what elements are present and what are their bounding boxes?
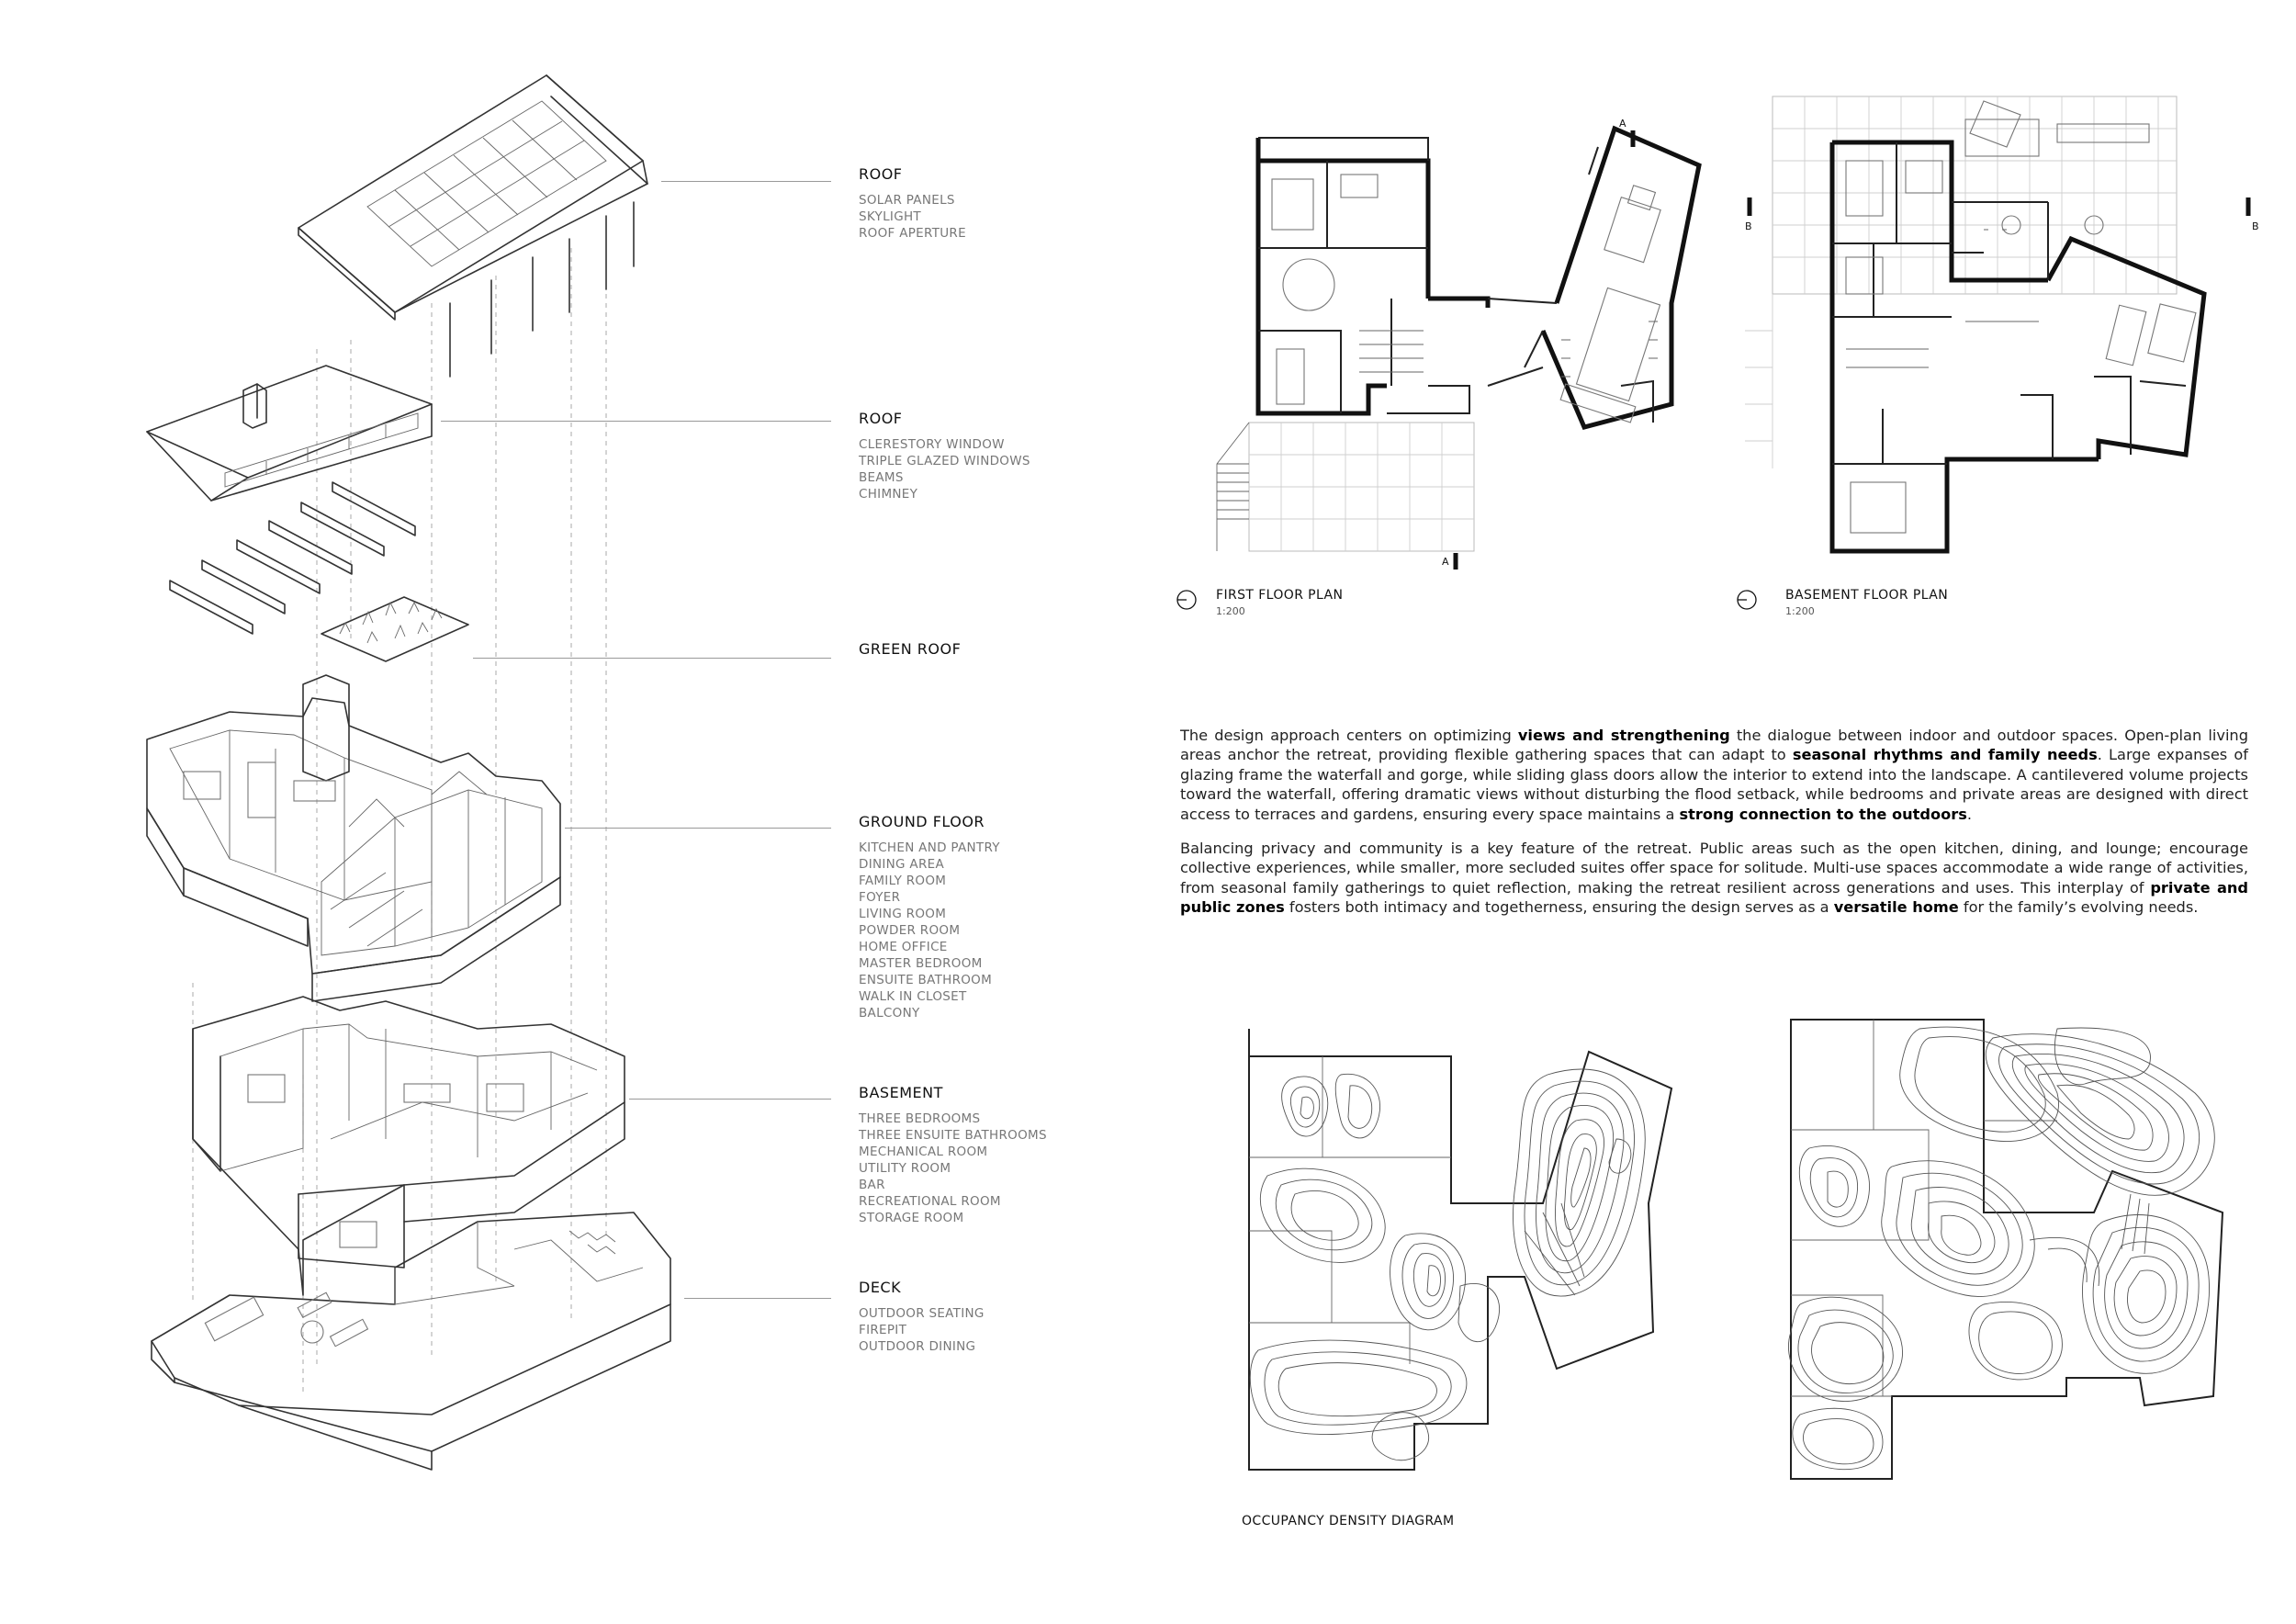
layer-roof-clerestory — [859, 410, 1097, 502]
layer-item: ROOF APERTURE — [859, 226, 966, 241]
layer-item: THREE BEDROOMS — [859, 1111, 981, 1126]
text-run: The design approach centers on optimizing — [1180, 727, 1518, 744]
layer-item: LIVING ROOM — [859, 907, 947, 921]
section-label: A — [1619, 118, 1626, 130]
plan-walls — [1832, 142, 2204, 551]
layer-item: KITCHEN AND PANTRY — [859, 840, 1000, 855]
layer-title: GREEN ROOF — [859, 640, 962, 658]
first-floor-plan-scale: 1:200 — [1216, 605, 1245, 617]
ground-floor-layer — [147, 675, 560, 1001]
layer-roof-solar — [859, 165, 1097, 242]
layer-item: THREE ENSUITE BATHROOMS — [859, 1128, 1047, 1143]
description-paragraph-2 — [1180, 839, 2248, 918]
north-arrow-icon — [1735, 588, 1759, 612]
emphasis-run: versatile home — [1833, 898, 1959, 917]
diagram-outline — [1791, 1020, 2223, 1479]
layer-item: CHIMNEY — [859, 487, 918, 502]
basement-floor-plan-title: BASEMENT FLOOR PLAN — [1785, 588, 1949, 603]
layer-item: SKYLIGHT — [859, 209, 921, 224]
layer-ground-floor — [859, 813, 1097, 1021]
layer-deck — [859, 1279, 1097, 1355]
first-floor-plan-title: FIRST FLOOR PLAN — [1216, 588, 1344, 603]
layer-item: RECREATIONAL ROOM — [859, 1194, 1001, 1209]
emphasis-run: views and strengthening — [1517, 727, 1730, 744]
leader-roof-2 — [441, 421, 831, 422]
text-run: the dialogue between indoor and outdoor spaces. Open-plan living areas anchor the retreat, providing flexible gathering spaces that can adapt to — [1180, 727, 2248, 764]
green-roof-layer — [321, 597, 468, 661]
layer-item: STORAGE ROOM — [859, 1211, 964, 1225]
basement-floor-plan-scale: 1:200 — [1785, 605, 1815, 617]
layer-title: ROOF — [859, 410, 903, 427]
layer-item: ENSUITE BATHROOM — [859, 973, 993, 987]
layer-item: BEAMS — [859, 470, 904, 485]
leader-deck — [684, 1298, 831, 1299]
leader-roof-1 — [661, 181, 831, 182]
leader-green-roof — [473, 658, 831, 659]
layer-basement — [859, 1084, 1097, 1226]
emphasis-run: private and public zones — [1180, 878, 2248, 917]
layer-item: MECHANICAL ROOM — [859, 1145, 988, 1159]
layer-green-roof — [859, 640, 1097, 667]
layer-item: MASTER BEDROOM — [859, 956, 983, 971]
layer-item: TRIPLE GLAZED WINDOWS — [859, 454, 1030, 468]
layer-title: DECK — [859, 1279, 902, 1296]
text-run: for the family’s evolving needs. — [1958, 898, 2199, 917]
layer-item: BAR — [859, 1178, 885, 1192]
layer-item: OUTDOOR DINING — [859, 1339, 976, 1354]
layer-item: SOLAR PANELS — [859, 193, 955, 208]
layer-item: UTILITY ROOM — [859, 1161, 951, 1176]
layer-item: DINING AREA — [859, 857, 944, 872]
emphasis-run: strong connection to the outdoors — [1679, 805, 1967, 823]
layer-item: WALK IN CLOSET — [859, 989, 967, 1004]
layer-item: FAMILY ROOM — [859, 874, 947, 888]
density-contours — [1788, 1027, 2214, 1470]
roof-clerestory-layer — [147, 366, 432, 501]
occupancy-diagram-first-floor — [1212, 1020, 1727, 1488]
leader-ground-floor — [565, 828, 831, 829]
density-contours — [1250, 1069, 1645, 1460]
text-run: . — [1966, 805, 1973, 823]
first-floor-plan — [1194, 110, 1708, 579]
layer-title: BASEMENT — [859, 1084, 943, 1101]
beams-layer — [170, 482, 415, 634]
occupancy-diagram-caption: OCCUPANCY DENSITY DIAGRAM — [1242, 1514, 1455, 1528]
layer-item: BALCONY — [859, 1006, 920, 1021]
layer-item: FOYER — [859, 890, 901, 905]
occupancy-diagram-basement — [1754, 1010, 2268, 1488]
exploded-axonometric — [0, 0, 827, 1624]
deck-layer — [152, 1212, 670, 1470]
section-label: B — [1745, 220, 1752, 232]
layer-item: HOME OFFICE — [859, 940, 948, 954]
basement-floor-plan — [1745, 92, 2278, 570]
layer-item: CLERESTORY WINDOW — [859, 437, 1005, 452]
section-label: B — [2252, 220, 2259, 232]
terrace-grid — [1217, 423, 1474, 551]
layer-title: ROOF — [859, 165, 903, 183]
north-arrow-icon — [1175, 588, 1199, 612]
emphasis-run: seasonal rhythms and family needs — [1792, 746, 2098, 764]
basement-layer — [193, 997, 625, 1295]
layer-item: FIREPIT — [859, 1323, 907, 1337]
section-label: A — [1442, 556, 1449, 568]
leader-basement — [629, 1099, 831, 1100]
text-run: Balancing privacy and community is a key feature of the retreat. Public areas such as the open kitchen, dining, and lounge; encourage collective experiences, while smaller, more secluded suites offer space for solitude. Multi-use spaces accommodate a wide range of activities, from seasonal family gatherings to quiet reflection, making the retreat resilient across generations and uses. This interplay of — [1180, 840, 2248, 897]
layer-title: GROUND FLOOR — [859, 813, 985, 830]
text-run: fosters both intimacy and togetherness, ensuring the design serves as a — [1284, 898, 1834, 917]
design-description — [1180, 726, 2248, 932]
roof-solar-layer — [298, 75, 647, 377]
layer-item: OUTDOOR SEATING — [859, 1306, 985, 1321]
layer-item: POWDER ROOM — [859, 923, 961, 938]
plan-walls — [1258, 129, 1699, 427]
description-paragraph-1 — [1180, 726, 2248, 824]
text-run: . Large expanses of glazing frame the waterfall and gorge, while sliding glass doors allow the interior to extend into the landscape. A cantilevered volume projects toward the waterfall, offering dramatic views without disturbing the flood setback, while bedrooms and private areas are designed with direct access to terraces and gardens, ensuring every space maintains a — [1180, 746, 2248, 823]
